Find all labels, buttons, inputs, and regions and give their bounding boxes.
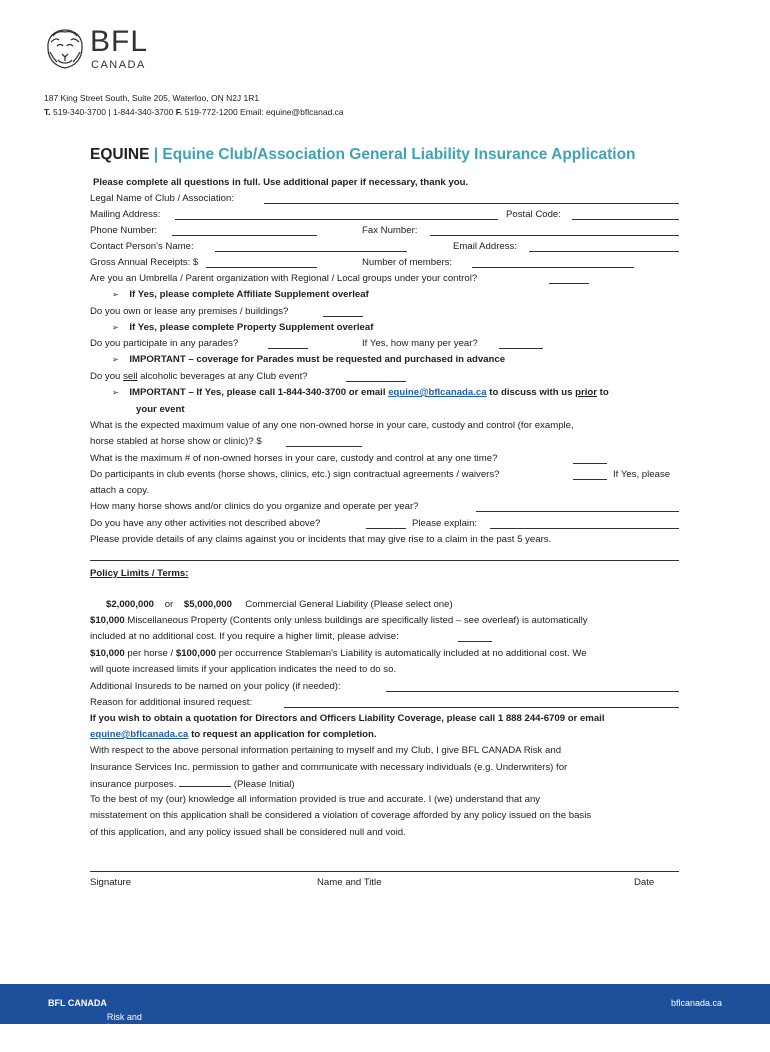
limit-2m-option[interactable]: $2,000,000 <box>106 599 155 610</box>
alcohol-answer[interactable] <box>346 381 406 382</box>
max-value-question: What is the expected maximum value of any one non-owned horse in your care, custody and control (for example, <box>90 420 574 431</box>
premises-answer[interactable] <box>323 316 363 317</box>
legal-name-field[interactable] <box>264 203 679 204</box>
members-field[interactable] <box>472 267 634 268</box>
brand-address: 187 King Street South, Suite 205, Waterloo, ON N2J 1R1 <box>44 93 260 103</box>
umbrella-answer[interactable] <box>549 283 589 284</box>
arrow-bullet-icon: ➢ <box>112 323 119 332</box>
page-title: EQUINE | Equine Club/Association General Liability Insurance Application <box>90 146 636 163</box>
parades-question: Do you participate in any parades? <box>90 338 239 349</box>
initial-field[interactable] <box>179 778 231 787</box>
limits-heading: Policy Limits / Terms: <box>90 568 189 579</box>
privacy-text-1: With respect to the above personal information pertaining to myself and my Club, I give BFL CANADA Risk and <box>90 745 562 756</box>
misc-property-text: $10,000 Miscellaneous Property (Contents only unless buildings are specifically listed – see overleaf) is automatically <box>90 615 588 626</box>
signature-label: Signature <box>90 877 132 888</box>
phone-label: Phone Number: <box>90 225 158 236</box>
mailing-address-label: Mailing Address: <box>90 209 161 220</box>
signature-line[interactable] <box>90 871 679 872</box>
contact-name-label: Contact Person's Name: <box>90 241 194 252</box>
dno-text-cont: equine@bflcanada.ca to request an application for completion. <box>90 729 377 740</box>
declaration-3: of this application, and any policy issued shall be considered null and void. <box>90 827 406 838</box>
contracts-question-cont: attach a copy. <box>90 485 150 496</box>
explain-label: Please explain: <box>412 518 478 529</box>
contact-name-field[interactable] <box>215 251 407 252</box>
footer-bar <box>0 984 770 1052</box>
stableman-text: $10,000 per horse / $100,000 per occurrence Stableman's Liability is automatically included at no additional cost. We <box>90 648 587 659</box>
intro-text: Please complete all questions in full. Use additional paper if necessary, thank you. <box>93 177 469 188</box>
alcohol-note-end: your event <box>136 404 185 415</box>
contracts-question: Do participants in club events (horse shows, clinics, etc.) sign contractual agreements / waivers? <box>90 469 500 480</box>
date-label: Date <box>634 877 655 888</box>
contracts-answer[interactable] <box>573 479 607 480</box>
footer-company: BFL CANADA Risk and Insurance Services Inc. <box>48 998 147 1052</box>
dno-email-link[interactable]: equine@bflcanada.ca <box>90 729 189 740</box>
footer-website[interactable]: bflcanada.ca <box>671 998 723 1008</box>
dno-text: If you wish to obtain a quotation for Directors and Officers Liability Coverage, please call 1 888 244-6709 or email <box>90 713 605 724</box>
other-question: Do you have any other activities not described above? <box>90 518 321 529</box>
max-value-question-cont: horse stabled at horse show or clinic)? $ <box>90 436 262 447</box>
umbrella-note: ➢ If Yes, please complete Affiliate Supplement overleaf <box>112 289 369 300</box>
reason-field[interactable] <box>284 707 679 708</box>
additional-insureds-field[interactable] <box>386 691 679 692</box>
cgl-limits-row: $2,000,000 or $5,000,000 Commercial General Liability (Please select one) <box>106 599 453 610</box>
claims-question: Please provide details of any claims against you or incidents that may give rise to a claim in the past 5 years. <box>90 534 552 545</box>
contracts-ifyes: If Yes, please <box>613 469 671 480</box>
name-title-label: Name and Title <box>317 877 382 888</box>
higher-limit-field[interactable] <box>458 641 492 642</box>
umbrella-question: Are you an Umbrella / Parent organization with Regional / Local groups under your control? <box>90 273 478 284</box>
additional-insureds-label: Additional Insureds to be named on your policy (if needed): <box>90 681 341 692</box>
fax-label: Fax Number: <box>362 225 418 236</box>
members-label: Number of members: <box>362 257 453 268</box>
arrow-bullet-icon: ➢ <box>112 355 119 364</box>
parades-answer[interactable] <box>268 348 308 349</box>
alcohol-note: ➢ IMPORTANT – If Yes, please call 1-844-340-3700 or email equine@bflcanada.ca to discuss with us prior to <box>112 387 609 398</box>
shows-answer[interactable] <box>476 511 679 512</box>
email-label: Email Address: <box>453 241 517 252</box>
postal-code-label: Postal Code: <box>506 209 561 220</box>
premises-question: Do you own or lease any premises / buildings? <box>90 306 289 317</box>
declaration-2: misstatement on this application shall be considered a violation of coverage afforded by any policy issued on the basis <box>90 810 592 821</box>
explain-field[interactable] <box>490 528 679 529</box>
legal-name-label: Legal Name of Club / Association: <box>90 193 234 204</box>
lion-logo-icon <box>44 26 86 72</box>
max-horses-question: What is the maximum # of non-owned horses in your care, custody and control at any one time? <box>90 453 498 464</box>
privacy-text-2: Insurance Services Inc. permission to gather and communicate with necessary individuals (e.g. Underwriters) for <box>90 762 568 773</box>
arrow-bullet-icon: ➢ <box>112 290 119 299</box>
email-field[interactable] <box>529 251 679 252</box>
postal-code-field[interactable] <box>572 219 679 220</box>
fax-field[interactable] <box>430 235 679 236</box>
privacy-text-3: insurance purposes. (Please Initial) <box>90 779 295 790</box>
claims-field[interactable] <box>90 560 679 561</box>
brand-name: BFL <box>90 25 149 58</box>
alcohol-question: Do you sell alcoholic beverages at any Club event? <box>90 371 308 382</box>
max-value-answer[interactable] <box>286 446 362 447</box>
parades-note: ➢ IMPORTANT – coverage for Parades must be requested and purchased in advance <box>112 354 506 365</box>
parades-followup: If Yes, how many per year? <box>362 338 478 349</box>
brand-contact: T. 519-340-3700 | 1-844-340-3700 F. 519-772-1200 Email: equine@bflcanad.ca <box>44 107 344 117</box>
equine-email-link[interactable]: equine@bflcanada.ca <box>388 387 487 398</box>
gross-receipts-label: Gross Annual Receipts: $ <box>90 257 199 268</box>
mailing-address-field[interactable] <box>175 219 498 220</box>
misc-property-text-cont: included at no additional cost. If you require a higher limit, please advise: <box>90 631 399 642</box>
stableman-text-cont: will quote increased limits if your application indicates the need to do so. <box>90 664 397 675</box>
premises-note: ➢ If Yes, please complete Property Supplement overleaf <box>112 322 374 333</box>
shows-question: How many horse shows and/or clinics do you organize and operate per year? <box>90 501 419 512</box>
declaration-1: To the best of my (our) knowledge all information provided is true and accurate. I (we) understand that any <box>90 794 541 805</box>
limit-5m-option[interactable]: $5,000,000 <box>183 599 232 610</box>
arrow-bullet-icon: ➢ <box>112 388 119 397</box>
max-horses-answer[interactable] <box>573 463 607 464</box>
reason-label: Reason for additional insured request: <box>90 697 253 708</box>
other-answer[interactable] <box>366 528 406 529</box>
phone-field[interactable] <box>172 235 317 236</box>
gross-receipts-field[interactable] <box>206 267 317 268</box>
parades-count[interactable] <box>499 348 543 349</box>
brand-sub: CANADA <box>91 59 146 71</box>
